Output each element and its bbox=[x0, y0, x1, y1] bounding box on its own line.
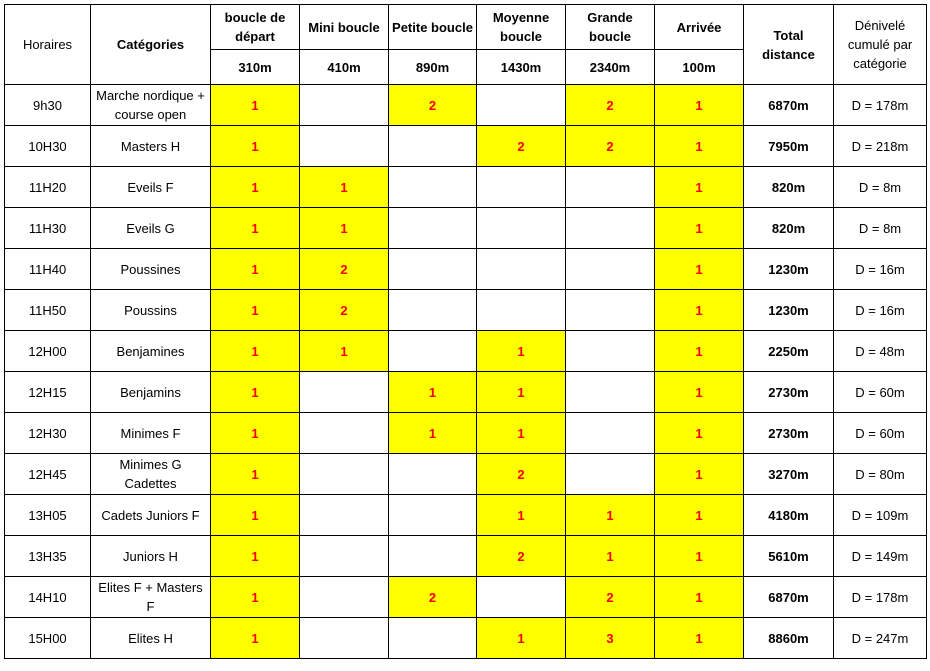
header-loop-distance: 1430m bbox=[477, 50, 566, 85]
loop-count-cell: 2 bbox=[389, 85, 477, 126]
total-distance-cell: 6870m bbox=[744, 85, 834, 126]
loop-count-cell bbox=[300, 372, 389, 413]
time-cell: 12H00 bbox=[5, 331, 91, 372]
header-loop-name: Petite boucle bbox=[389, 5, 477, 50]
total-distance-cell: 2730m bbox=[744, 413, 834, 454]
loop-count-cell: 2 bbox=[477, 536, 566, 577]
header-loop-distance: 100m bbox=[655, 50, 744, 85]
schedule-table bbox=[4, 4, 927, 659]
loop-count-cell: 1 bbox=[655, 249, 744, 290]
header-categories: Catégories bbox=[91, 5, 211, 85]
header-loop-name: boucle de départ bbox=[211, 5, 300, 50]
loop-count-cell: 1 bbox=[211, 618, 300, 659]
loop-count-cell: 1 bbox=[211, 372, 300, 413]
denivele-cell: D = 60m bbox=[834, 413, 927, 454]
category-cell: Minimes G Cadettes bbox=[91, 454, 211, 495]
loop-count-cell bbox=[389, 290, 477, 331]
category-cell: Eveils G bbox=[91, 208, 211, 249]
loop-count-cell bbox=[566, 413, 655, 454]
header-horaires: Horaires bbox=[5, 5, 91, 85]
time-cell: 11H30 bbox=[5, 208, 91, 249]
denivele-cell: D = 178m bbox=[834, 85, 927, 126]
loop-count-cell bbox=[566, 167, 655, 208]
loop-count-cell: 1 bbox=[477, 413, 566, 454]
loop-count-cell: 1 bbox=[655, 454, 744, 495]
loop-count-cell: 1 bbox=[211, 208, 300, 249]
loop-count-cell: 3 bbox=[566, 618, 655, 659]
loop-count-cell bbox=[300, 413, 389, 454]
total-distance-cell: 2250m bbox=[744, 331, 834, 372]
loop-count-cell: 1 bbox=[655, 126, 744, 167]
category-cell: Juniors H bbox=[91, 536, 211, 577]
category-cell: Minimes F bbox=[91, 413, 211, 454]
time-cell: 11H40 bbox=[5, 249, 91, 290]
loop-count-cell: 2 bbox=[477, 454, 566, 495]
loop-count-cell bbox=[300, 577, 389, 618]
time-cell: 10H30 bbox=[5, 126, 91, 167]
loop-count-cell: 1 bbox=[655, 618, 744, 659]
loop-count-cell bbox=[300, 126, 389, 167]
loop-count-cell: 1 bbox=[211, 413, 300, 454]
loop-count-cell bbox=[389, 331, 477, 372]
denivele-cell: D = 247m bbox=[834, 618, 927, 659]
loop-count-cell bbox=[300, 85, 389, 126]
loop-count-cell: 1 bbox=[211, 536, 300, 577]
loop-count-cell: 1 bbox=[655, 536, 744, 577]
loop-count-cell bbox=[477, 249, 566, 290]
loop-count-cell bbox=[389, 208, 477, 249]
loop-count-cell: 1 bbox=[300, 208, 389, 249]
loop-count-cell bbox=[477, 577, 566, 618]
header-loop-name: Grande boucle bbox=[566, 5, 655, 50]
loop-count-cell: 1 bbox=[655, 85, 744, 126]
loop-count-cell: 1 bbox=[389, 372, 477, 413]
table-row bbox=[5, 249, 927, 290]
loop-count-cell bbox=[300, 536, 389, 577]
loop-count-cell bbox=[566, 290, 655, 331]
time-cell: 9h30 bbox=[5, 85, 91, 126]
header-denivele: Dénivelé cumulé par catégorie bbox=[834, 5, 927, 85]
category-cell: Elites F + Masters F bbox=[91, 577, 211, 618]
loop-count-cell bbox=[389, 167, 477, 208]
denivele-cell: D = 16m bbox=[834, 290, 927, 331]
loop-count-cell: 1 bbox=[655, 208, 744, 249]
table-row bbox=[5, 495, 927, 536]
table-row bbox=[5, 331, 927, 372]
total-distance-cell: 5610m bbox=[744, 536, 834, 577]
loop-count-cell: 1 bbox=[655, 290, 744, 331]
header-loop-distance: 410m bbox=[300, 50, 389, 85]
loop-count-cell: 1 bbox=[211, 290, 300, 331]
loop-count-cell: 1 bbox=[211, 85, 300, 126]
category-cell: Marche nordique + course open bbox=[91, 85, 211, 126]
time-cell: 11H20 bbox=[5, 167, 91, 208]
header-total-distance: Total distance bbox=[744, 5, 834, 85]
loop-count-cell: 1 bbox=[655, 167, 744, 208]
loop-count-cell bbox=[566, 331, 655, 372]
header-loop-distance: 890m bbox=[389, 50, 477, 85]
loop-count-cell: 1 bbox=[477, 495, 566, 536]
denivele-cell: D = 8m bbox=[834, 167, 927, 208]
loop-count-cell: 1 bbox=[211, 249, 300, 290]
loop-count-cell bbox=[300, 618, 389, 659]
loop-count-cell: 2 bbox=[566, 85, 655, 126]
loop-count-cell: 1 bbox=[655, 331, 744, 372]
category-cell: Poussines bbox=[91, 249, 211, 290]
loop-count-cell: 1 bbox=[211, 495, 300, 536]
header-row-loop-names bbox=[5, 5, 927, 50]
loop-count-cell: 1 bbox=[211, 331, 300, 372]
total-distance-cell: 820m bbox=[744, 167, 834, 208]
loop-count-cell: 1 bbox=[655, 413, 744, 454]
total-distance-cell: 820m bbox=[744, 208, 834, 249]
category-cell: Benjamines bbox=[91, 331, 211, 372]
loop-count-cell: 1 bbox=[211, 577, 300, 618]
table-row bbox=[5, 167, 927, 208]
loop-count-cell: 1 bbox=[477, 372, 566, 413]
time-cell: 15H00 bbox=[5, 618, 91, 659]
loop-count-cell: 2 bbox=[300, 249, 389, 290]
loop-count-cell: 2 bbox=[566, 577, 655, 618]
loop-count-cell: 1 bbox=[389, 413, 477, 454]
header-loop-name: Arrivée bbox=[655, 5, 744, 50]
loop-count-cell: 1 bbox=[655, 495, 744, 536]
total-distance-cell: 1230m bbox=[744, 290, 834, 331]
table-row bbox=[5, 372, 927, 413]
loop-count-cell: 1 bbox=[566, 495, 655, 536]
denivele-cell: D = 48m bbox=[834, 331, 927, 372]
loop-count-cell: 1 bbox=[211, 126, 300, 167]
loop-count-cell: 2 bbox=[566, 126, 655, 167]
category-cell: Benjamins bbox=[91, 372, 211, 413]
time-cell: 12H15 bbox=[5, 372, 91, 413]
loop-count-cell bbox=[389, 536, 477, 577]
category-cell: Masters H bbox=[91, 126, 211, 167]
category-cell: Poussins bbox=[91, 290, 211, 331]
time-cell: 11H50 bbox=[5, 290, 91, 331]
table-row bbox=[5, 85, 927, 126]
header-loop-name: Moyenne boucle bbox=[477, 5, 566, 50]
loop-count-cell bbox=[477, 290, 566, 331]
loop-count-cell bbox=[389, 495, 477, 536]
loop-count-cell bbox=[477, 85, 566, 126]
category-cell: Eveils F bbox=[91, 167, 211, 208]
loop-count-cell: 1 bbox=[300, 167, 389, 208]
denivele-cell: D = 8m bbox=[834, 208, 927, 249]
loop-count-cell bbox=[566, 249, 655, 290]
loop-count-cell bbox=[477, 208, 566, 249]
denivele-cell: D = 60m bbox=[834, 372, 927, 413]
table-row bbox=[5, 413, 927, 454]
category-cell: Cadets Juniors F bbox=[91, 495, 211, 536]
loop-count-cell bbox=[389, 454, 477, 495]
loop-count-cell bbox=[389, 618, 477, 659]
header-loop-distance: 2340m bbox=[566, 50, 655, 85]
loop-count-cell: 2 bbox=[477, 126, 566, 167]
loop-count-cell: 2 bbox=[300, 290, 389, 331]
table-row bbox=[5, 290, 927, 331]
table-row bbox=[5, 536, 927, 577]
time-cell: 12H30 bbox=[5, 413, 91, 454]
loop-count-cell: 1 bbox=[300, 331, 389, 372]
time-cell: 14H10 bbox=[5, 577, 91, 618]
denivele-cell: D = 16m bbox=[834, 249, 927, 290]
total-distance-cell: 4180m bbox=[744, 495, 834, 536]
loop-count-cell: 2 bbox=[389, 577, 477, 618]
table-row bbox=[5, 577, 927, 618]
loop-count-cell: 1 bbox=[655, 372, 744, 413]
denivele-cell: D = 178m bbox=[834, 577, 927, 618]
table-row bbox=[5, 126, 927, 167]
loop-count-cell bbox=[566, 372, 655, 413]
loop-count-cell bbox=[477, 167, 566, 208]
total-distance-cell: 2730m bbox=[744, 372, 834, 413]
loop-count-cell bbox=[566, 208, 655, 249]
time-cell: 13H35 bbox=[5, 536, 91, 577]
total-distance-cell: 8860m bbox=[744, 618, 834, 659]
loop-count-cell bbox=[389, 249, 477, 290]
loop-count-cell: 1 bbox=[566, 536, 655, 577]
denivele-cell: D = 218m bbox=[834, 126, 927, 167]
loop-count-cell bbox=[566, 454, 655, 495]
schedule-rows bbox=[5, 85, 927, 659]
header-loop-distance: 310m bbox=[211, 50, 300, 85]
total-distance-cell: 3270m bbox=[744, 454, 834, 495]
time-cell: 13H05 bbox=[5, 495, 91, 536]
time-cell: 12H45 bbox=[5, 454, 91, 495]
loop-count-cell: 1 bbox=[477, 331, 566, 372]
denivele-cell: D = 109m bbox=[834, 495, 927, 536]
loop-count-cell: 1 bbox=[211, 167, 300, 208]
table-row bbox=[5, 454, 927, 495]
table-row bbox=[5, 208, 927, 249]
loop-count-cell: 1 bbox=[211, 454, 300, 495]
loop-count-cell: 1 bbox=[477, 618, 566, 659]
header-loop-name: Mini boucle bbox=[300, 5, 389, 50]
table-row bbox=[5, 618, 927, 659]
loop-count-cell bbox=[389, 126, 477, 167]
total-distance-cell: 1230m bbox=[744, 249, 834, 290]
total-distance-cell: 6870m bbox=[744, 577, 834, 618]
category-cell: Elites H bbox=[91, 618, 211, 659]
loop-count-cell bbox=[300, 495, 389, 536]
total-distance-cell: 7950m bbox=[744, 126, 834, 167]
loop-count-cell bbox=[300, 454, 389, 495]
denivele-cell: D = 80m bbox=[834, 454, 927, 495]
loop-count-cell: 1 bbox=[655, 577, 744, 618]
denivele-cell: D = 149m bbox=[834, 536, 927, 577]
